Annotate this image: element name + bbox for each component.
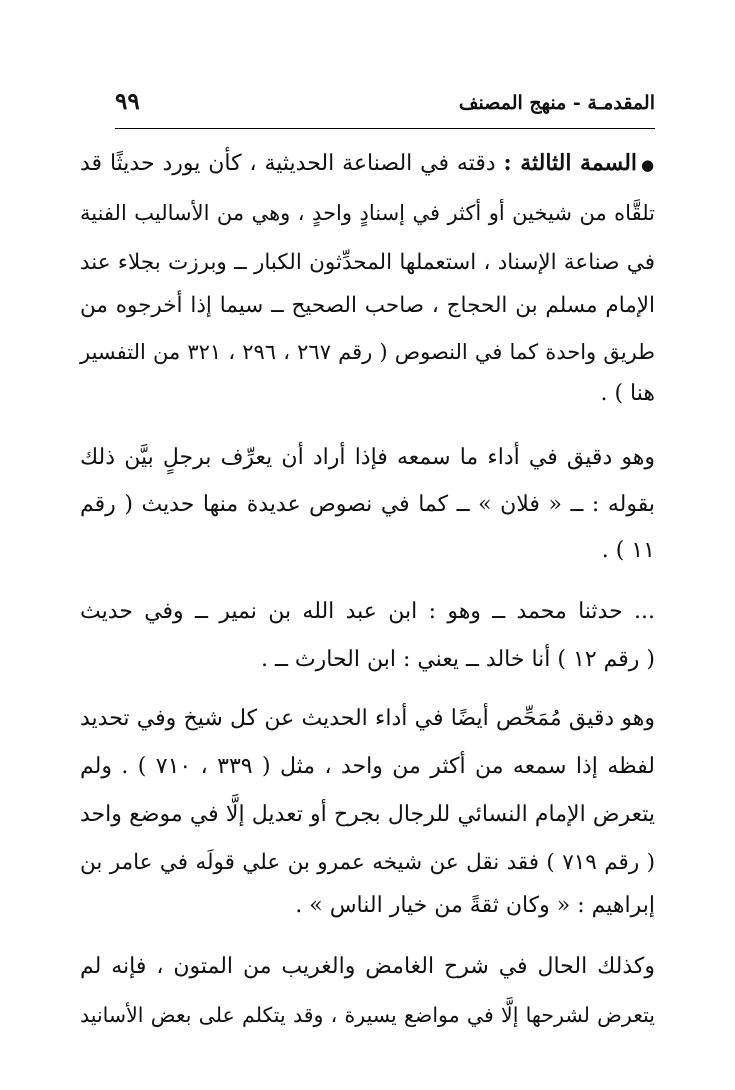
paragraph-3-line-2: لفظه إذا سمعه من أكثر من واحد ، مثل ( ٣٣٩ ، ٧١٠ ) . ولم: [80, 754, 655, 779]
paragraph-1-line-5: طريق واحدة كما في النصوص ( رقم ٢٦٧ ، ٢٩٦ ، ٣٢١ من التفسير: [80, 340, 655, 364]
paragraph-4-line-1: وكذلك الحال في شرح الغامض والغريب من المتون ، فإنه لم: [80, 954, 655, 979]
paragraph-4-line-2: يتعرض لشرحها إلَّا في مواضع يسيرة ، وقد يتكلم على بعض الأسانيد: [80, 1003, 655, 1027]
header-divider: [115, 128, 655, 129]
paragraph-1-line-2: تلقَّاه من شيخين أو أكثر في إسنادٍ واحدٍ ، وهي من الأساليب الفنية: [80, 201, 655, 225]
paragraph-2-line-1: وهو دقيق في أداء ما سمعه فإذا أراد أن يعرِّف برجلٍ بيَّن ذلك: [80, 445, 655, 470]
page-number: ٩٩: [115, 88, 140, 115]
paragraph-2-line-3: ١١ ) .: [601, 538, 655, 563]
paragraph-1-line-1-text: دقته في الصناعة الحديثية ، كأن يورد حديثًا قد: [80, 151, 496, 176]
paragraph-2-line-2: بقوله : ــ « فلان » ــ كما في نصوص عديدة منها حديث ( رقم: [80, 492, 655, 517]
bullet-icon: ●: [641, 156, 655, 174]
paragraph-3-line-1: وهو دقيق مُمَحِّص أيضًا في أداء الحديث عن كل شيخ وفي تحديد: [80, 706, 655, 731]
paragraph-3-line-5: إبراهيم : « وكان ثقةً من خيار الناس » .: [295, 893, 655, 918]
quote-line-2: ( رقم ١٢ ) أنا خالد ــ يعني : ابن الحارث ــ .: [261, 647, 655, 672]
paragraph-1-line-3: في صناعة الإسناد ، استعملها المحدِّثون الكبار ــ وبرزت بجلاء عند: [80, 250, 655, 275]
section-heading: السمة الثالثة :: [503, 150, 638, 176]
paragraph-1-line-1: [80, 148, 655, 180]
header-title: المقدمـة - منهج المصنف: [458, 92, 655, 114]
paragraph-1-line-6: هنا ) .: [600, 381, 655, 406]
running-header: [115, 88, 655, 124]
quote-line-1: ... حدثنا محمد ــ وهو : ابن عبد الله بن نمير ــ وفي حديث: [80, 599, 655, 624]
paragraph-3-line-4: ( رقم ٧١٩ ) فقد نقل عن شيخه عمرو بن علي قولَه في عامر بن: [80, 850, 655, 875]
paragraph-3-line-3: يتعرض الإمام النسائي للرجال بجرح أو تعديل إلَّا في موضع واحد: [80, 802, 655, 827]
paragraph-1-line-4: الإمام مسلم بن الحجاج ، صاحب الصحيح ــ سيما إذا أخرجوه من: [80, 293, 655, 318]
